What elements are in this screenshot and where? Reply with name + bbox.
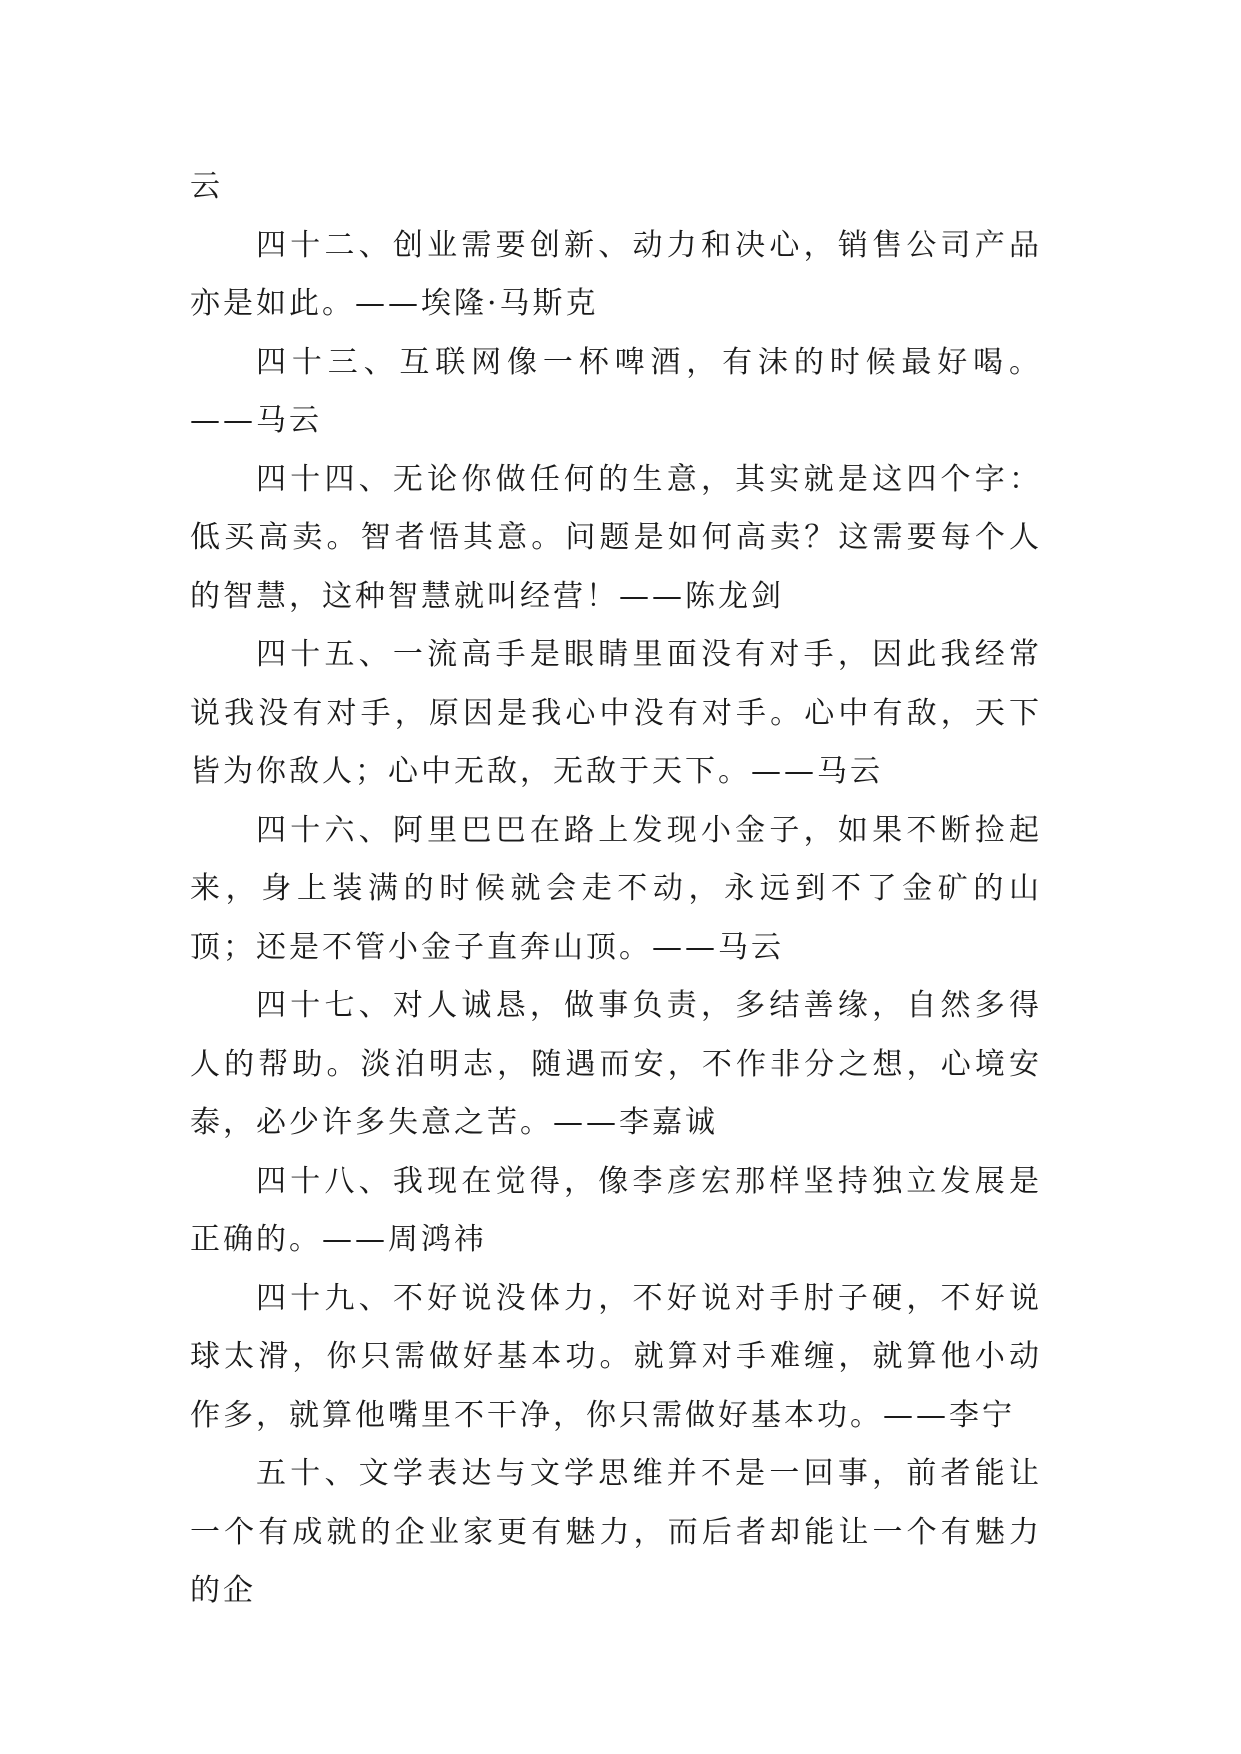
- paragraph-continuation: 云: [190, 169, 223, 204]
- quote-paragraph-49: 四十九、不好说没体力，不好说对手肘子硬，不好说球太滑，你只需做好基本功。就算对手难缠，就算他小动作多，就算他嘴里不干净，你只需做好基本功。——李宁: [190, 1280, 1042, 1433]
- document-body: [190, 158, 1042, 1621]
- quote-paragraph-42: 四十二、创业需要创新、动力和决心，销售公司产品亦是如此。——埃隆·马斯克: [190, 227, 1042, 321]
- quote-paragraph-46: 四十六、阿里巴巴在路上发现小金子，如果不断捡起来，身上装满的时候就会走不动，永远到不了金矿的山顶；还是不管小金子直奔山顶。——马云: [190, 812, 1042, 965]
- quote-paragraph-48: 四十八、我现在觉得，像李彦宏那样坚持独立发展是正确的。——周鸿祎: [190, 1163, 1042, 1257]
- quote-paragraph-43: 四十三、互联网像一杯啤酒，有沫的时候最好喝。——马云: [190, 344, 1042, 438]
- quote-paragraph-47: 四十七、对人诚恳，做事负责，多结善缘，自然多得人的帮助。淡泊明志，随遇而安，不作非分之想，心境安泰，必少许多失意之苦。——李嘉诚: [190, 988, 1042, 1140]
- quote-paragraph-50: 五十、文学表达与文学思维并不是一回事，前者能让一个有成就的企业家更有魅力，而后者却能让一个有魅力的企: [190, 1456, 1042, 1608]
- quote-paragraph-45: 四十五、一流高手是眼睛里面没有对手，因此我经常说我没有对手，原因是我心中没有对手。心中有敌，天下皆为你敌人；心中无敌，无敌于天下。——马云: [190, 637, 1042, 789]
- quote-paragraph-44: 四十四、无论你做任何的生意，其实就是这四个字：低买高卖。智者悟其意。问题是如何高卖？这需要每个人的智慧，这种智慧就叫经营！——陈龙剑: [190, 461, 1042, 614]
